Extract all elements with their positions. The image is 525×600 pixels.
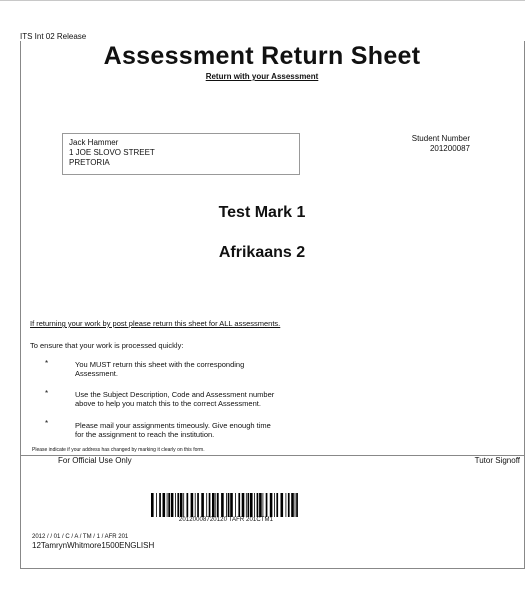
bullet-marker: * xyxy=(45,389,49,398)
barcode-bar xyxy=(250,493,253,517)
barcode-bar xyxy=(156,493,157,517)
top-rule xyxy=(0,0,525,1)
barcode-bar xyxy=(257,493,259,517)
barcode-bar xyxy=(201,493,204,517)
barcode-bar xyxy=(163,493,166,517)
barcode-bar xyxy=(177,493,179,517)
barcode-bar xyxy=(286,493,287,517)
bullet-line: Assessment. xyxy=(75,369,118,378)
subject-heading: Afrikaans 2 xyxy=(218,244,306,261)
sheet-bottom-border xyxy=(20,568,524,569)
page-title: Assessment Return Sheet xyxy=(103,42,421,70)
barcode-bar xyxy=(259,493,262,517)
bullet-item xyxy=(75,390,335,408)
barcode-bar xyxy=(215,493,216,517)
barcode-bar xyxy=(168,493,170,517)
barcode-bar xyxy=(281,493,284,517)
bullet-line: for the assignment to reach the institution. xyxy=(75,430,215,439)
bullet-line: Use the Subject Description, Code and Assessment number xyxy=(75,390,275,399)
barcode-bar xyxy=(235,493,236,517)
barcode-bar xyxy=(206,493,207,517)
barcode-bar xyxy=(180,493,183,517)
barcode-bar xyxy=(197,493,199,517)
barcode-bar xyxy=(159,493,161,517)
barcode-bar xyxy=(230,493,233,517)
post-notice: If returning your work by post please return this sheet for ALL assessments. xyxy=(30,319,281,328)
official-use-label: For Official Use Only xyxy=(58,456,132,465)
barcode-bar xyxy=(274,493,275,517)
tutor-signoff-label: Tutor Signoff xyxy=(474,456,520,465)
bullet-marker: * xyxy=(45,359,49,368)
return-sheet xyxy=(20,41,525,569)
barcode-bar xyxy=(209,493,211,517)
test-mark-heading: Test Mark 1 xyxy=(218,204,306,221)
address-line-street: 1 JOE SLOVO STREET xyxy=(69,148,155,157)
barcode-text: 20120008720120 TAFR 201CTM1 xyxy=(178,517,274,523)
barcode-bar xyxy=(183,493,184,517)
address-box xyxy=(62,133,300,175)
bullet-line: above to help you match this to the correct Assessment. xyxy=(75,399,261,408)
bullet-item xyxy=(75,360,335,378)
barcode-bar xyxy=(217,493,219,517)
page-subtitle: Return with your Assessment xyxy=(205,72,319,81)
barcode-bar xyxy=(263,493,264,517)
address-change-note: Please indicate if your address has changed by marking it clearly on this form. xyxy=(32,447,205,453)
barcode-bar xyxy=(151,493,154,517)
barcode-bar xyxy=(295,493,296,517)
barcode-bar xyxy=(296,493,298,517)
barcode-bar xyxy=(175,493,176,517)
barcode-bar xyxy=(171,493,174,517)
barcode-bar xyxy=(242,493,245,517)
barcode xyxy=(151,493,301,517)
barcode-bar xyxy=(191,493,194,517)
barcode-bar xyxy=(291,493,294,517)
bullet-marker: * xyxy=(45,419,49,428)
student-number-block xyxy=(380,134,470,154)
assessment-code-line: 2012 / / 01 / C / A / TM / 1 / AFR 201 xyxy=(32,534,129,540)
barcode-bar xyxy=(212,493,215,517)
barcode-bar xyxy=(228,493,230,517)
bullet-line: You MUST return this sheet with the corresponding xyxy=(75,360,245,369)
barcode-bar xyxy=(221,493,224,517)
address-line-city: PRETORIA xyxy=(69,158,110,167)
student-number-value: 201200087 xyxy=(429,144,470,153)
barcode-bar xyxy=(254,493,255,517)
student-number-label: Student Number xyxy=(411,134,470,143)
barcode-bar xyxy=(270,493,273,517)
barcode-bar xyxy=(195,493,196,517)
release-label: ITS Int 02 Release xyxy=(20,32,87,41)
barcode-bar xyxy=(288,493,290,517)
barcode-bar xyxy=(187,493,189,517)
barcode-bar xyxy=(248,493,250,517)
bullet-item xyxy=(75,421,335,439)
address-line-name: Jack Hammer xyxy=(69,138,119,147)
ensure-heading: To ensure that your work is processed quickly: xyxy=(30,341,184,350)
bullet-line: Please mail your assignments timeously. Give enough time xyxy=(75,421,271,430)
barcode-bar xyxy=(238,493,240,517)
barcode-bar xyxy=(276,493,278,517)
barcode-bar xyxy=(246,493,247,517)
barcode-bar xyxy=(226,493,227,517)
student-code-line: 12TamrynWhitmore1500ENGLISH xyxy=(32,541,155,550)
barcode-bar xyxy=(167,493,168,517)
barcode-bar xyxy=(266,493,268,517)
